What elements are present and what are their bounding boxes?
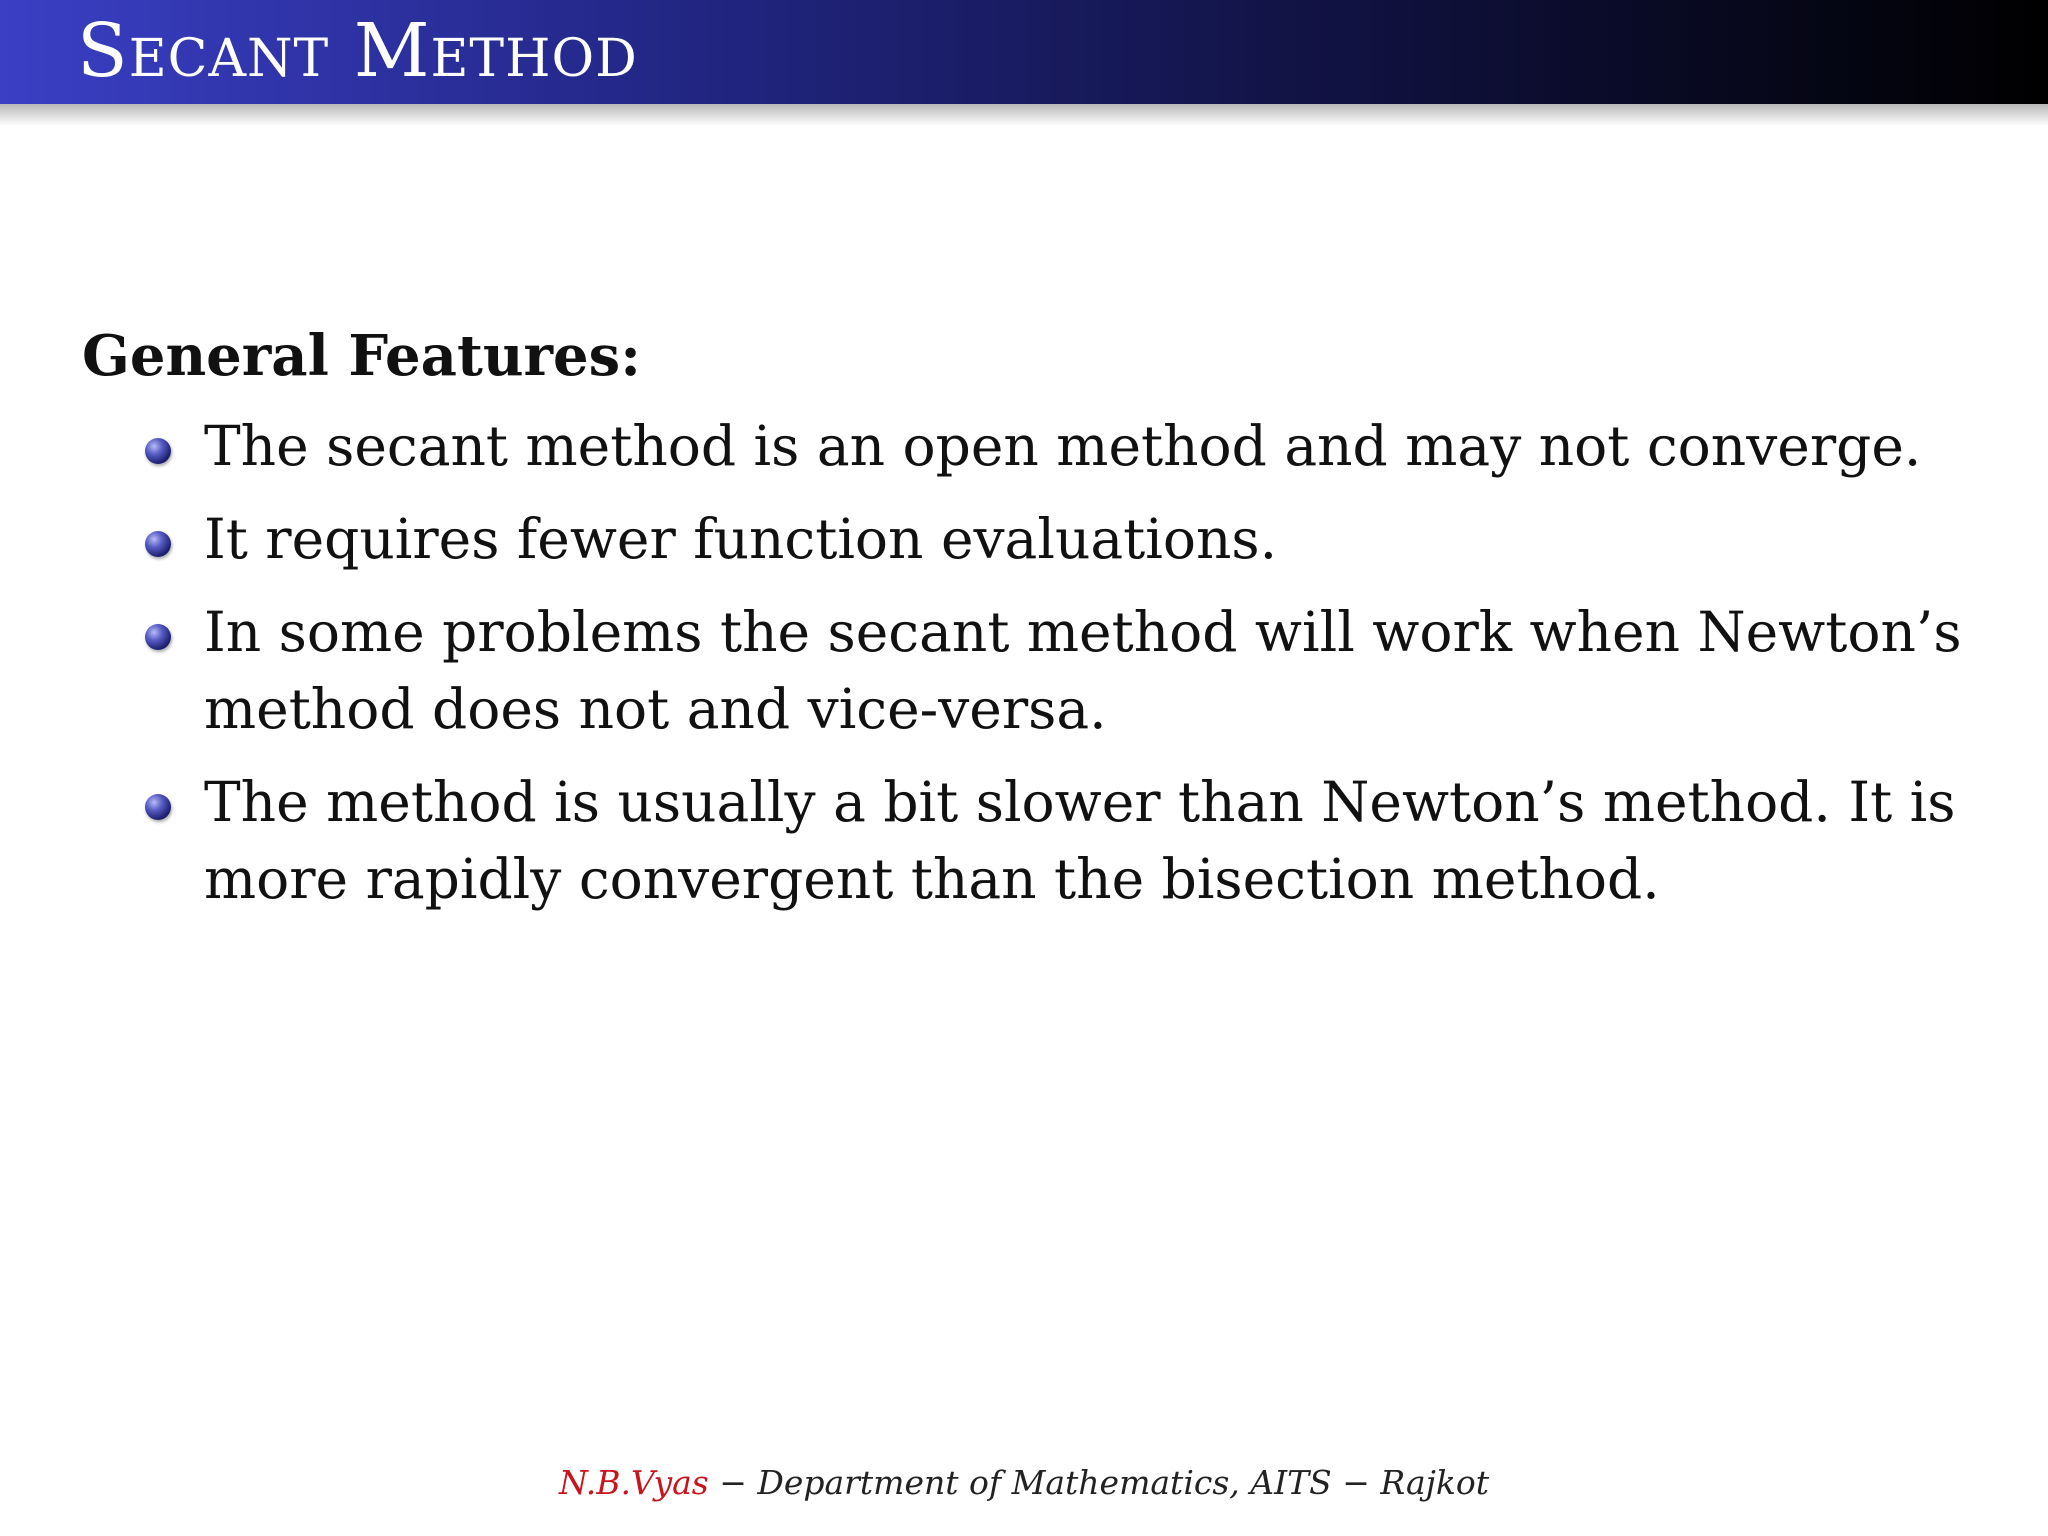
bullet-text: The secant method is an open method and may not converge. <box>204 414 1922 478</box>
list-item <box>0 594 1994 748</box>
footer-department: Department of Mathematics, AITS <box>757 1463 1332 1502</box>
bullet-text: It requires fewer function evaluations. <box>204 507 1278 571</box>
slide-footer <box>0 1458 2048 1508</box>
section-heading: General Features: <box>82 323 641 389</box>
footer-separator: − <box>1331 1463 1381 1502</box>
footer-location: Rajkot <box>1380 1463 1490 1502</box>
list-item <box>0 764 1994 918</box>
bullet-text: In some problems the secant method will work when Newton’s method does not and vice-versa. <box>204 600 1962 741</box>
title-bar <box>0 0 2048 104</box>
bullet-ball-icon <box>145 624 171 650</box>
title-bar-shadow <box>0 104 2048 126</box>
features-list <box>0 408 2048 934</box>
bullet-text: The method is usually a bit slower than Newton’s method. It is more rapidly convergent than the bisection method. <box>204 770 1956 911</box>
bullet-ball-icon <box>145 531 171 557</box>
list-item <box>0 408 1994 485</box>
footer-author: N.B.Vyas <box>558 1463 709 1502</box>
footer-separator: − <box>708 1463 758 1502</box>
bullet-ball-icon <box>145 794 171 820</box>
bullet-ball-icon <box>145 438 171 464</box>
list-item <box>0 501 1994 578</box>
slide-title: Secant Method <box>77 8 638 94</box>
